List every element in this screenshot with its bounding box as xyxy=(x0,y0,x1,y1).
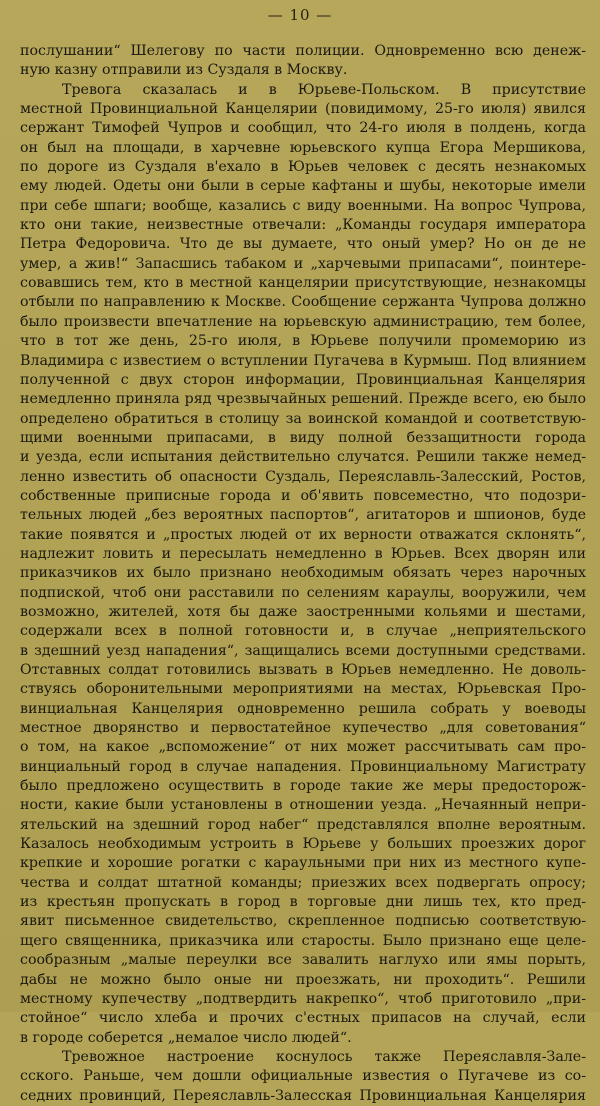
text-line: чества и солдат штатной команды; приезжих всех подвергать опросу; xyxy=(20,874,586,891)
text-line: местному купечеству „подтвердить накрепко“, чтоб приготовило „при- xyxy=(20,990,586,1007)
text-line: винциальная Канцелярия одновременно решила собрать у воеводы xyxy=(20,700,586,717)
text-line: ему людей. Одеты они были в серые кафтаны и шубы, некоторые имели xyxy=(20,178,586,195)
text-line: послушании“ Шелегову по части полиции. Одновременно всю денеж- xyxy=(20,43,586,59)
text-line: такие появятся и „простых людей от их верности отважатся склонять“, xyxy=(20,526,586,543)
text-line: винциальный город в случае нападения. Провинциальному Магистрату xyxy=(20,758,586,775)
text-line: содержали всех в полной готовности и, в случае „неприятельского xyxy=(20,623,586,640)
text-line: сержант Тимофей Чупров и сообщил, что 24-го июля в полдень, когда xyxy=(20,120,586,137)
text-line: умер, а жив!“ Запасшись табаком и „харчевыми припасами“, поинтере- xyxy=(20,255,586,272)
text-line: ную казну отправили из Суздаля в Москву. xyxy=(20,62,348,79)
text-line: определено обратиться в столицу за воинской командой и соответствую- xyxy=(20,410,586,427)
text-line: полученной с двух сторон информации, Провинциальная Канцелярия xyxy=(20,371,586,388)
text-line: было произвести впечатление на юрьевскую администрацию, тем более, xyxy=(20,313,586,330)
text-line: Тревожное настроение коснулось также Переяславля-Зале- xyxy=(62,1048,586,1065)
text-line: седних провинций, Переяславль-Залесская Провинциальная Канцелярия xyxy=(20,1087,586,1104)
text-line: по дороге из Суздаля в'ехало в Юрьев человек с десять незнакомых xyxy=(20,159,586,176)
text-line: щими военными припасами, в виду полной беззащитности города xyxy=(20,429,586,446)
text-line: приказчиков их было признано необходимым обязать через нарочных xyxy=(20,565,586,582)
text-line: сского. Раньше, чем дошли официальные известия о Пугачеве из со- xyxy=(20,1068,586,1085)
text-line: он был на площади, в харчевне юрьевского купца Егора Мершикова, xyxy=(20,139,586,156)
text-line: немедленно приняла ряд чрезвычайных решений. Прежде всего, ею было xyxy=(20,391,586,408)
text-line: совавшись тем, кто в местной канцелярии присутствующие, незнакомцы xyxy=(20,275,586,292)
text-line: местной Провинциальной Канцелярии (повидимому, 25-го июля) явился xyxy=(20,101,586,118)
text-line: в городе соберется „немалое число людей“. xyxy=(20,1029,352,1046)
text-line: собственные приписные города и об'явить повсеместно, что подозри- xyxy=(20,487,586,504)
text-line: явит письменное свидетельство, скрепленное подписью соответствую- xyxy=(20,913,586,930)
text-line: подпиской, чтоб они расставили по селениям караулы, вооружили, чем xyxy=(20,584,586,601)
text-line: надлежит ловить и пересылать немедленно в Юрьев. Всех дворян или xyxy=(20,545,586,562)
text-line: при себе шпаги; вообще, казались с виду военными. На вопрос Чупрова, xyxy=(20,197,586,214)
text-line: ности, какие были установлены в отношении уезда. „Нечаянный непри- xyxy=(20,797,586,814)
text-line: сообразным „малые переулки все завалить наглухо или ямы порыть, xyxy=(20,952,586,969)
text-line: крепкие и хорошие рогатки с караульными при них из местного купе- xyxy=(20,855,586,872)
text-line: Казалось необходимым устроить в Юрьеве у больших проезжих дорог xyxy=(20,836,586,853)
text-line: ленно известить об опасности Суздаль, Переяславль-Залесский, Ростов, xyxy=(20,468,586,485)
text-line: в здешний уезд нападения“, защищались всеми доступными средствами. xyxy=(20,642,586,659)
text-line: отбыли по направлению к Москве. Сообщение сержанта Чупрова должно xyxy=(20,294,586,311)
text-line: стойное“ число хлеба и прочих с'естных припасов на случай, если xyxy=(20,1010,586,1027)
text-line: что в тот же день, 25-го июля, в Юрьеве получили промеморию из xyxy=(20,333,586,350)
body-text xyxy=(20,42,586,1106)
text-line: кто они такие, неизвестные отвечали: „Команды государя императора xyxy=(20,217,586,234)
text-line: ствуясь оборонительными мероприятиями на местах, Юрьевская Про- xyxy=(20,681,586,698)
text-line: Петра Федоровича. Что де вы думаете, что оный умер? Но он де не xyxy=(20,236,586,253)
text-line: щего священника, приказчика или старосты. Было признано еще целе- xyxy=(20,932,586,949)
page-number: — 10 — xyxy=(267,6,333,24)
text-line: ятельский на здешний город набег“ представлялся вполне вероятным. xyxy=(20,816,586,833)
text-line: Отставных солдат готовились вызвать в Юрьев немедленно. Не доволь- xyxy=(20,662,586,678)
text-line: местное дворянство и первостатейное купечество „для советования“ xyxy=(20,720,586,737)
text-line: и уезда, если испытания действительно случатся. Решили также немед- xyxy=(20,449,586,466)
text-line: было предложено осуществить в городе такие же меры предосторож- xyxy=(20,778,586,795)
text-line: возможно, жителей, хотя бы даже заостренными кольями и шестами, xyxy=(20,603,586,620)
text-line: Владимира с известием о вступлении Пугачева в Курмыш. Под влиянием xyxy=(20,352,586,369)
text-line: тельных людей „без вероятных паспортов“, агитаторов и шпионов, буде xyxy=(20,507,586,524)
text-line: Тревога сказалась и в Юрьеве-Польском. В присутствие xyxy=(62,81,586,98)
text-line: из крестьян пропускать в город в торговые дни лишь тех, кто пред- xyxy=(20,894,586,911)
text-line: дабы не можно было оные ни проезжать, ни проходить“. Решили xyxy=(20,971,586,988)
text-line: о том, на какое „вспоможение“ от них может рассчитывать сам про- xyxy=(20,739,586,756)
